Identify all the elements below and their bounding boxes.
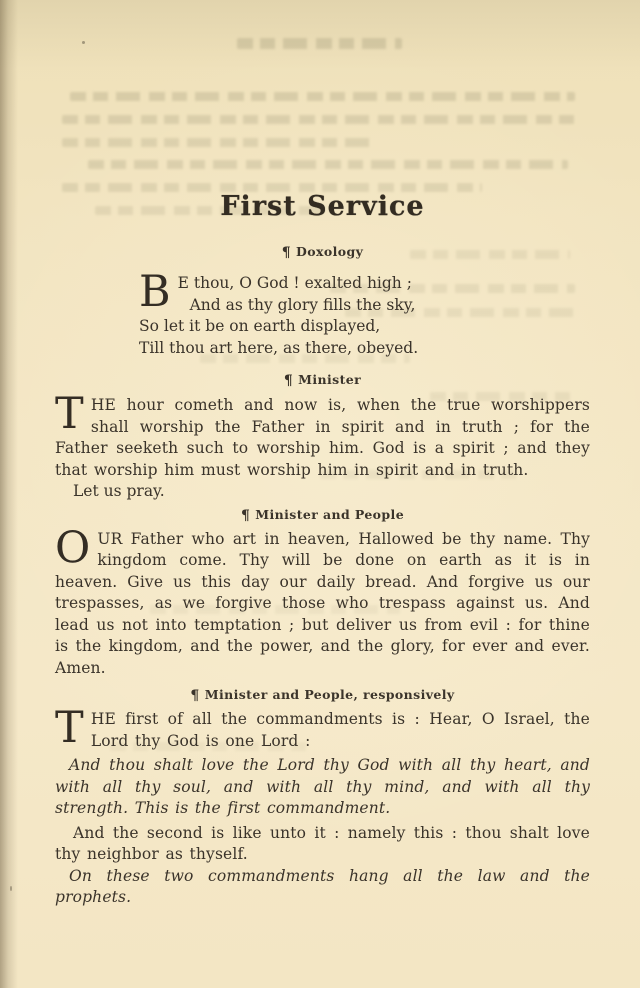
people-response-italic: On these two commandments hang all the law and the prophets.: [55, 866, 590, 906]
stanza-line: E thou, O God ! exalted high ;: [177, 274, 412, 292]
rubric-label: Minister: [298, 372, 362, 387]
rubric-label: Minister and People, responsively: [204, 687, 455, 702]
paragraph-text: HE hour cometh and now is, when the true worshippers shall worship the Father in spirit and in truth ; for the Father seeketh such to worship him. God is a spirit ; and they that worship him must worship him in spirit and in truth.: [55, 396, 590, 479]
second-commandment-paragraph: And the second is like unto it : namely this : thou shalt love thy neighbor as thyself.: [55, 823, 590, 863]
dropcap-t: T: [55, 389, 84, 439]
commandment-paragraph: [55, 703, 590, 753]
stanza-line: So let it be on earth displayed,: [139, 317, 381, 335]
dropcap-o: O: [55, 522, 91, 573]
capitulum-icon: ¶: [283, 373, 294, 389]
lords-prayer-paragraph: [55, 522, 590, 680]
page-content: [55, 0, 590, 909]
capitulum-icon: ¶: [190, 688, 200, 704]
rubric-minister-and-people: [55, 507, 590, 524]
rubric-label: Minister and People: [255, 506, 405, 522]
binding-shadow: [0, 0, 18, 988]
rubric-minister: [55, 372, 590, 389]
capitulum-icon: ¶: [281, 245, 292, 261]
dropcap-t: T: [55, 703, 84, 753]
people-response-italic: And thou shalt love the Lord thy God with all thy heart, and with all thy soul, and with all thy mind, and with all thy strength. This is the first commandment.: [55, 756, 590, 817]
page-title: First Service: [220, 191, 425, 222]
stanza-line: And as thy glory fills the sky,: [189, 295, 416, 314]
paper-speck: [10, 886, 12, 891]
stanza-first-lines: [178, 273, 416, 316]
capitulum-icon: ¶: [240, 507, 251, 524]
stanza-opening: [139, 267, 590, 317]
doxology-stanza: [55, 267, 590, 359]
rubric-doxology: [55, 244, 590, 261]
stanza-line: Till thou art here, as there, obeyed.: [139, 338, 419, 357]
paragraph-text: UR Father who art in heaven, Hallowed be thy name. Thy kingdom come. Thy will be done on earth as it is in heaven. Give us this day our daily bread. And forgive us our trespasses, as we forgive those who trespass against us. And lead us not into temptation ; but deliver us from evil : for thine is the kingdom, and the power, and the glory, for ever and ever. Amen.: [55, 529, 590, 677]
rubric-responsively: [55, 687, 590, 704]
minister-paragraph: [55, 389, 590, 481]
dropcap-b: B: [139, 267, 171, 317]
rubric-label: Doxology: [296, 244, 364, 259]
let-us-pray-line: Let us pray.: [73, 482, 165, 500]
paragraph-text: HE first of all the commandments is : Hear, O Israel, the Lord thy God is one Lord :: [90, 710, 590, 750]
